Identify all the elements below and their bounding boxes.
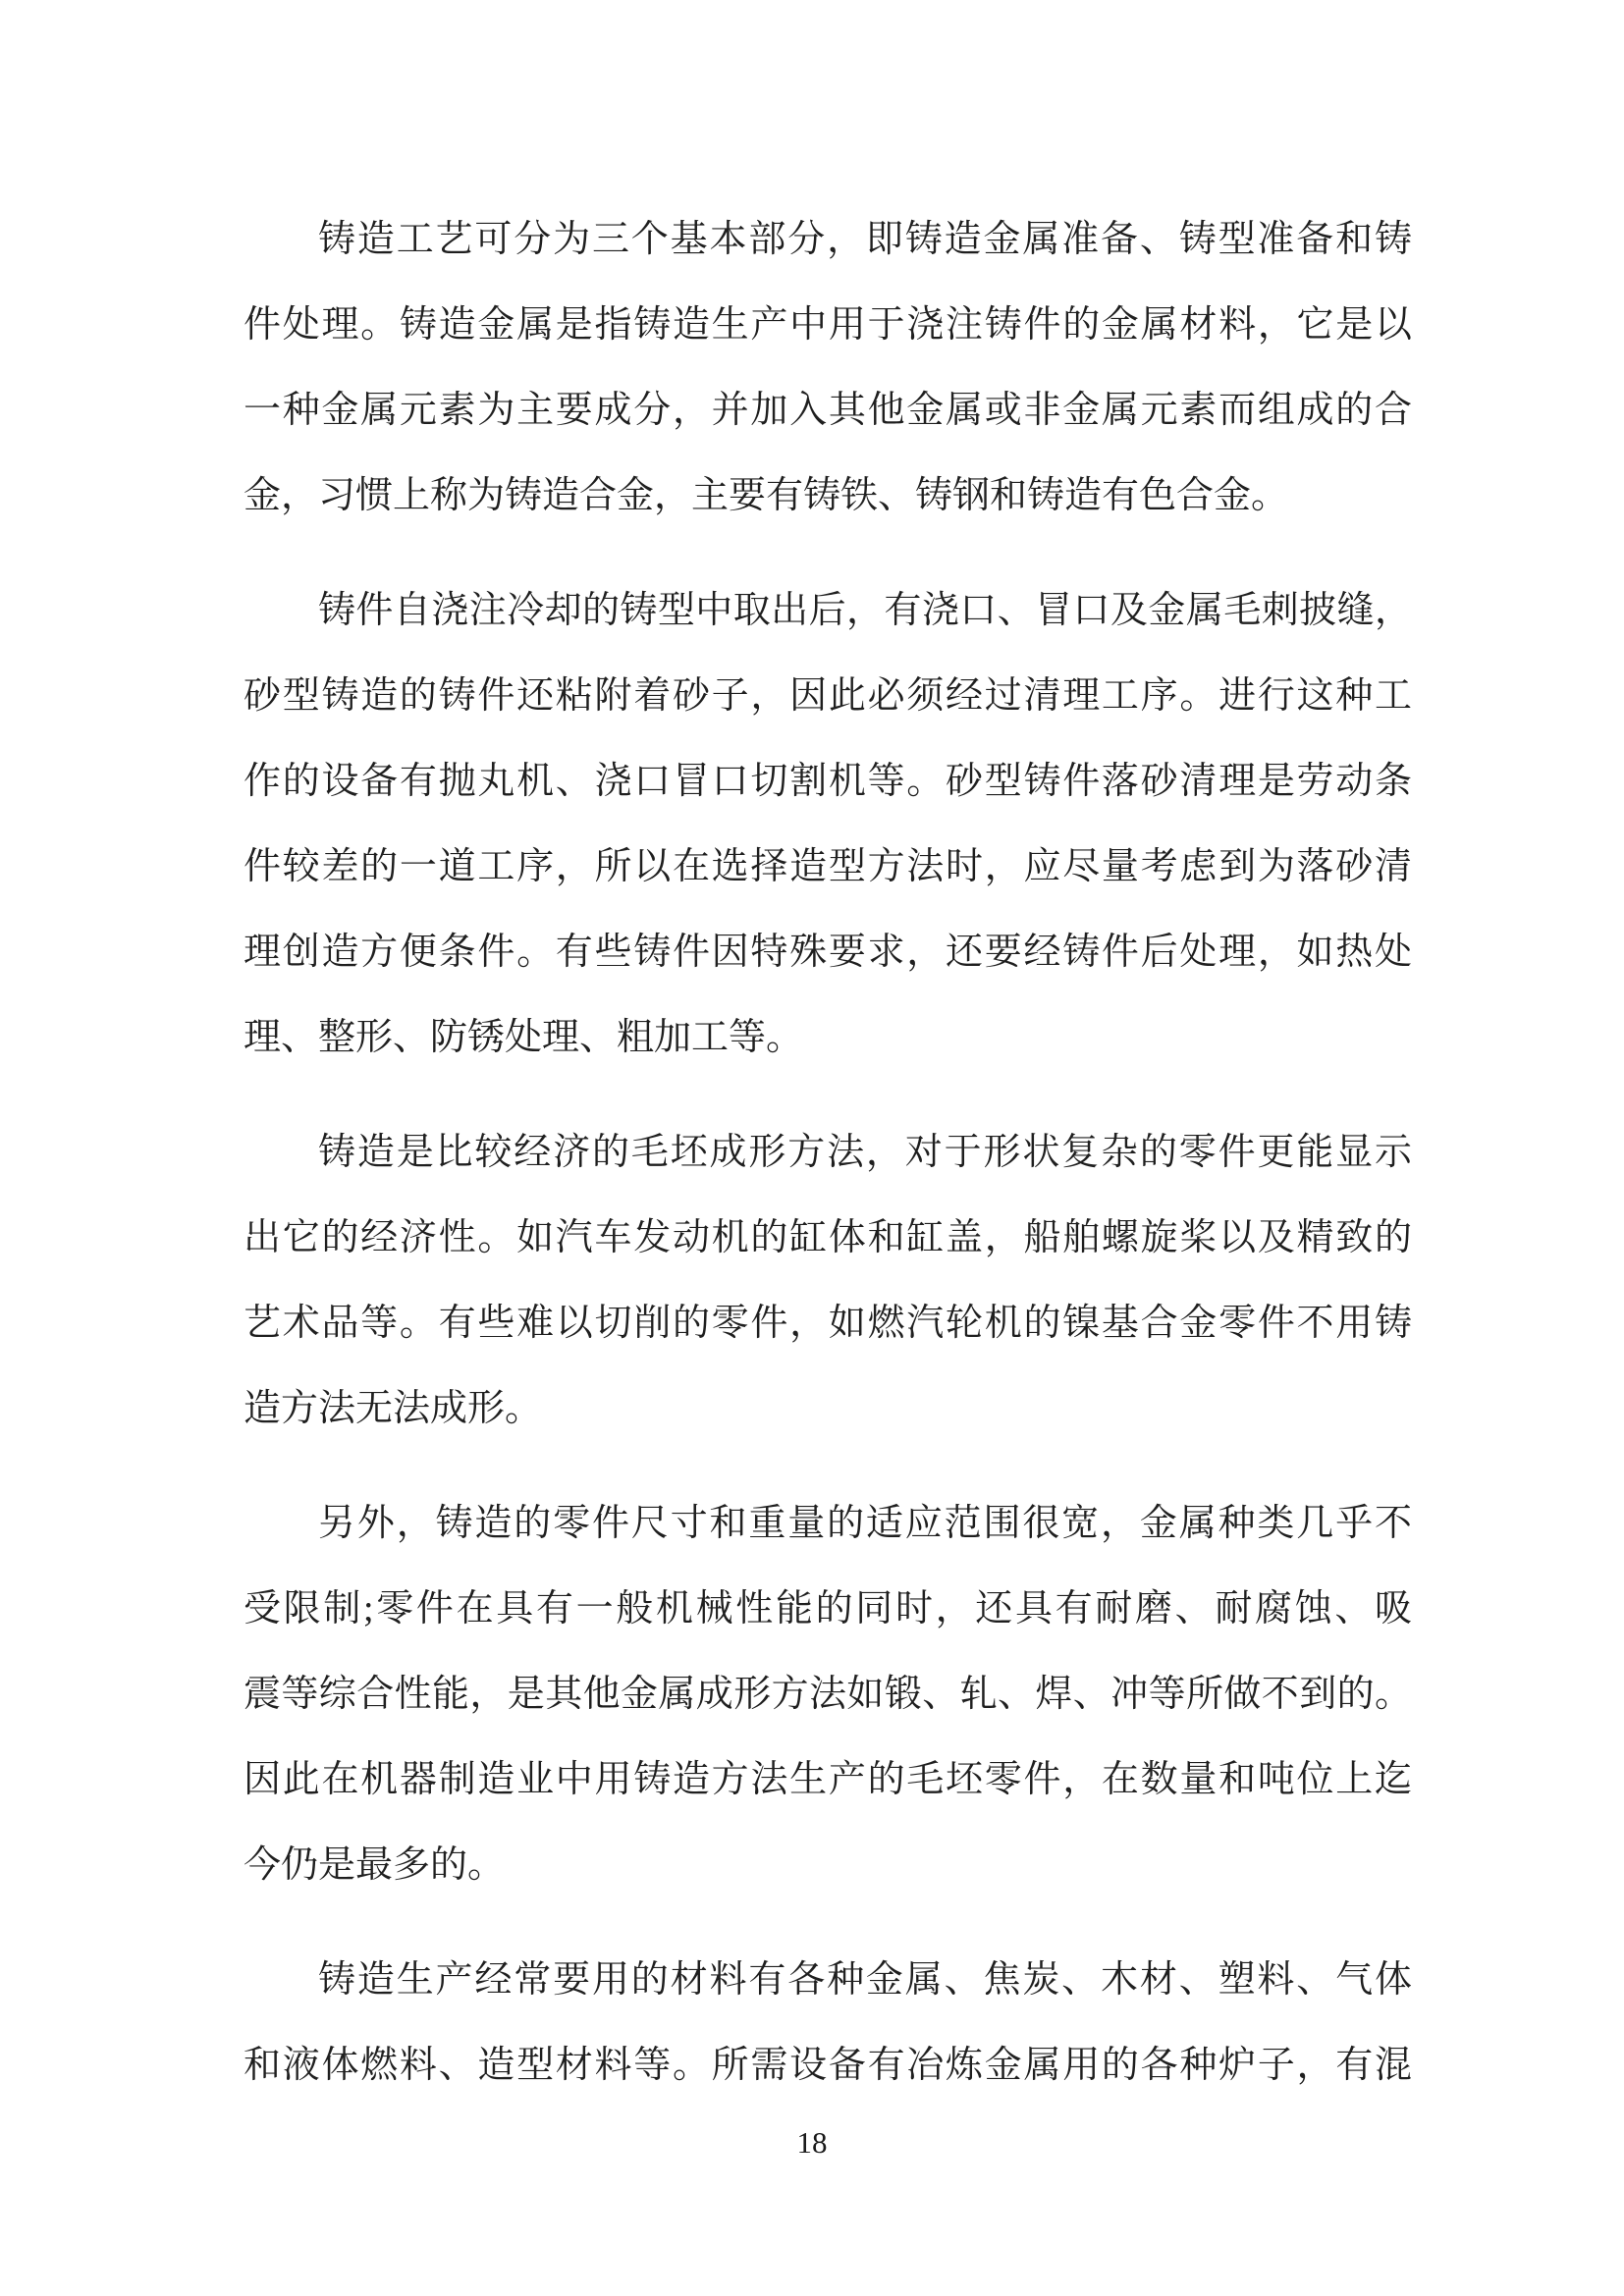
text-line: 另外，铸造的零件尺寸和重量的适应范围很宽，金属种类几乎不	[318, 1503, 1412, 1544]
paragraph	[244, 568, 1412, 1081]
text-line: 铸件自浇注冷却的铸型中取出后，有浇口、冒口及金属毛刺披缝，	[318, 590, 1412, 631]
text-line: 铸造生产经常要用的材料有各种金属、焦炭、木材、塑料、气体	[318, 1959, 1412, 2001]
text-line: 件较差的一道工序，所以在选择造型方法时，应尽量考虑到为落砂清	[244, 846, 1412, 887]
text-line: 受限制;零件在具有一般机械性能的同时，还具有耐磨、耐腐蚀、吸	[244, 1588, 1412, 1629]
paragraph	[244, 1938, 1412, 2109]
text-line: 出它的经济性。如汽车发动机的缸体和缸盖，船舶螺旋桨以及精致的	[244, 1217, 1412, 1258]
text-line: 因此在机器制造业中用铸造方法生产的毛坯零件，在数量和吨位上迄	[244, 1759, 1412, 1800]
paragraph	[244, 197, 1412, 539]
paragraph	[244, 1110, 1412, 1452]
paragraph	[244, 1481, 1412, 1908]
text-line: 金，习惯上称为铸造合金，主要有铸铁、铸钢和铸造有色合金。	[244, 475, 1289, 516]
text-line: 铸造是比较经济的毛坯成形方法，对于形状复杂的零件更能显示	[318, 1132, 1412, 1173]
text-line: 理创造方便条件。有些铸件因特殊要求，还要经铸件后处理，如热处	[244, 932, 1412, 973]
document-body	[244, 197, 1412, 2138]
text-line: 砂型铸造的铸件还粘附着砂子，因此必须经过清理工序。进行这种工	[244, 675, 1412, 717]
text-line: 今仍是最多的。	[244, 1844, 506, 1886]
text-line: 震等综合性能，是其他金属成形方法如锻、轧、焊、冲等所做不到的。	[244, 1674, 1412, 1715]
text-line: 和液体燃料、造型材料等。所需设备有冶炼金属用的各种炉子，有混	[244, 2045, 1412, 2086]
text-line: 件处理。铸造金属是指铸造生产中用于浇注铸件的金属材料，它是以	[244, 304, 1412, 346]
text-line: 造方法无法成形。	[244, 1388, 543, 1429]
text-line: 铸造工艺可分为三个基本部分，即铸造金属准备、铸型准备和铸	[318, 219, 1412, 260]
text-line: 一种金属元素为主要成分，并加入其他金属或非金属元素而组成的合	[244, 390, 1412, 431]
text-line: 艺术品等。有些难以切削的零件，如燃汽轮机的镍基合金零件不用铸	[244, 1303, 1412, 1344]
text-line: 作的设备有抛丸机、浇口冒口切割机等。砂型铸件落砂清理是劳动条	[244, 761, 1412, 802]
text-line: 理、整形、防锈处理、粗加工等。	[244, 1017, 804, 1058]
page-number: 18	[796, 2125, 828, 2160]
